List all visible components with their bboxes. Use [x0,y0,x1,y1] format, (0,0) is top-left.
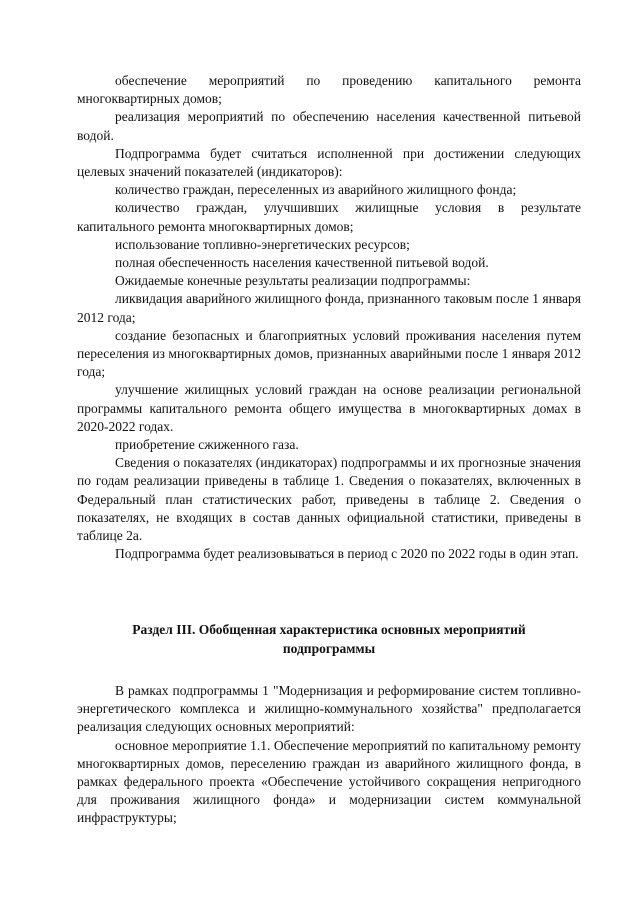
paragraph: Подпрограмма будет реализовываться в период с 2020 по 2022 годы в один этап. [115,546,579,562]
paragraph: реализация мероприятий по обеспечению населения качественной питьевой водой. [77,109,581,143]
paragraph: основное мероприятие 1.1. Обеспечение мероприятий по капитальному ремонту многоквартирных домов, переселению граждан из аварийного жилищного фонда, в рамках федерального проекта «Обеспечение устойчивого сокращения непригодного для проживания жилищного фонда» и модернизации систем коммунальной инфраструктуры; [77,737,581,826]
paragraph: полная обеспеченность населения качественной питьевой водой. [115,255,489,271]
section-heading: Раздел III. Обобщенная характеристика основных мероприятий подпрограммы [132,622,526,656]
paragraph: Сведения о показателях (индикаторах) подпрограммы и их прогнозные значения по годам реализации приведены в таблице 1. Сведения о показателях, включенных в Федеральный план статистических работ, приведены в таблице 2. Сведения о показателях, не входящих в состав данных официальной статистики, приведены в таблице 2а. [77,455,581,544]
paragraph: улучшение жилищных условий граждан на основе реализации региональной программы капитального ремонта общего имущества в многоквартирных домах в 2020-2022 годах. [77,382,581,434]
paragraph: приобретение сжиженного газа. [115,437,299,453]
spacer [77,658,581,682]
spacer [77,563,581,621]
paragraph: количество граждан, улучшивших жилищные условия в результате капитального ремонта многоквартирных домов; [77,200,581,234]
paragraph: использование топливно-энергетических ресурсов; [115,236,410,252]
body-text-bottom [77,682,581,828]
paragraph: количество граждан, переселенных из аварийного жилищного фонда; [115,182,517,198]
paragraph: создание безопасных и благоприятных условий проживания населения путем переселения из многоквартирных домов, признанных аварийными после 1 января 2012 года; [77,327,581,380]
paragraph: обеспечение мероприятий по проведению капитального ремонта многоквартирных домов; [77,73,581,107]
paragraph: Ожидаемые конечные результаты реализации подпрограммы: [115,273,471,289]
body-text-top [77,72,581,563]
paragraph: В рамках подпрограммы 1 "Модернизация и реформирование систем топливно-энергетического комплекса и жилищно-коммунального хозяйства" предполагается реализация следующих основных мероприятий: [77,682,581,735]
paragraph: ликвидация аварийного жилищного фонда, признанного таковым после 1 января 2012 года; [77,291,581,325]
paragraph: Подпрограмма будет считаться исполненной при достижении следующих целевых значений показателей (индикаторов): [77,145,581,180]
